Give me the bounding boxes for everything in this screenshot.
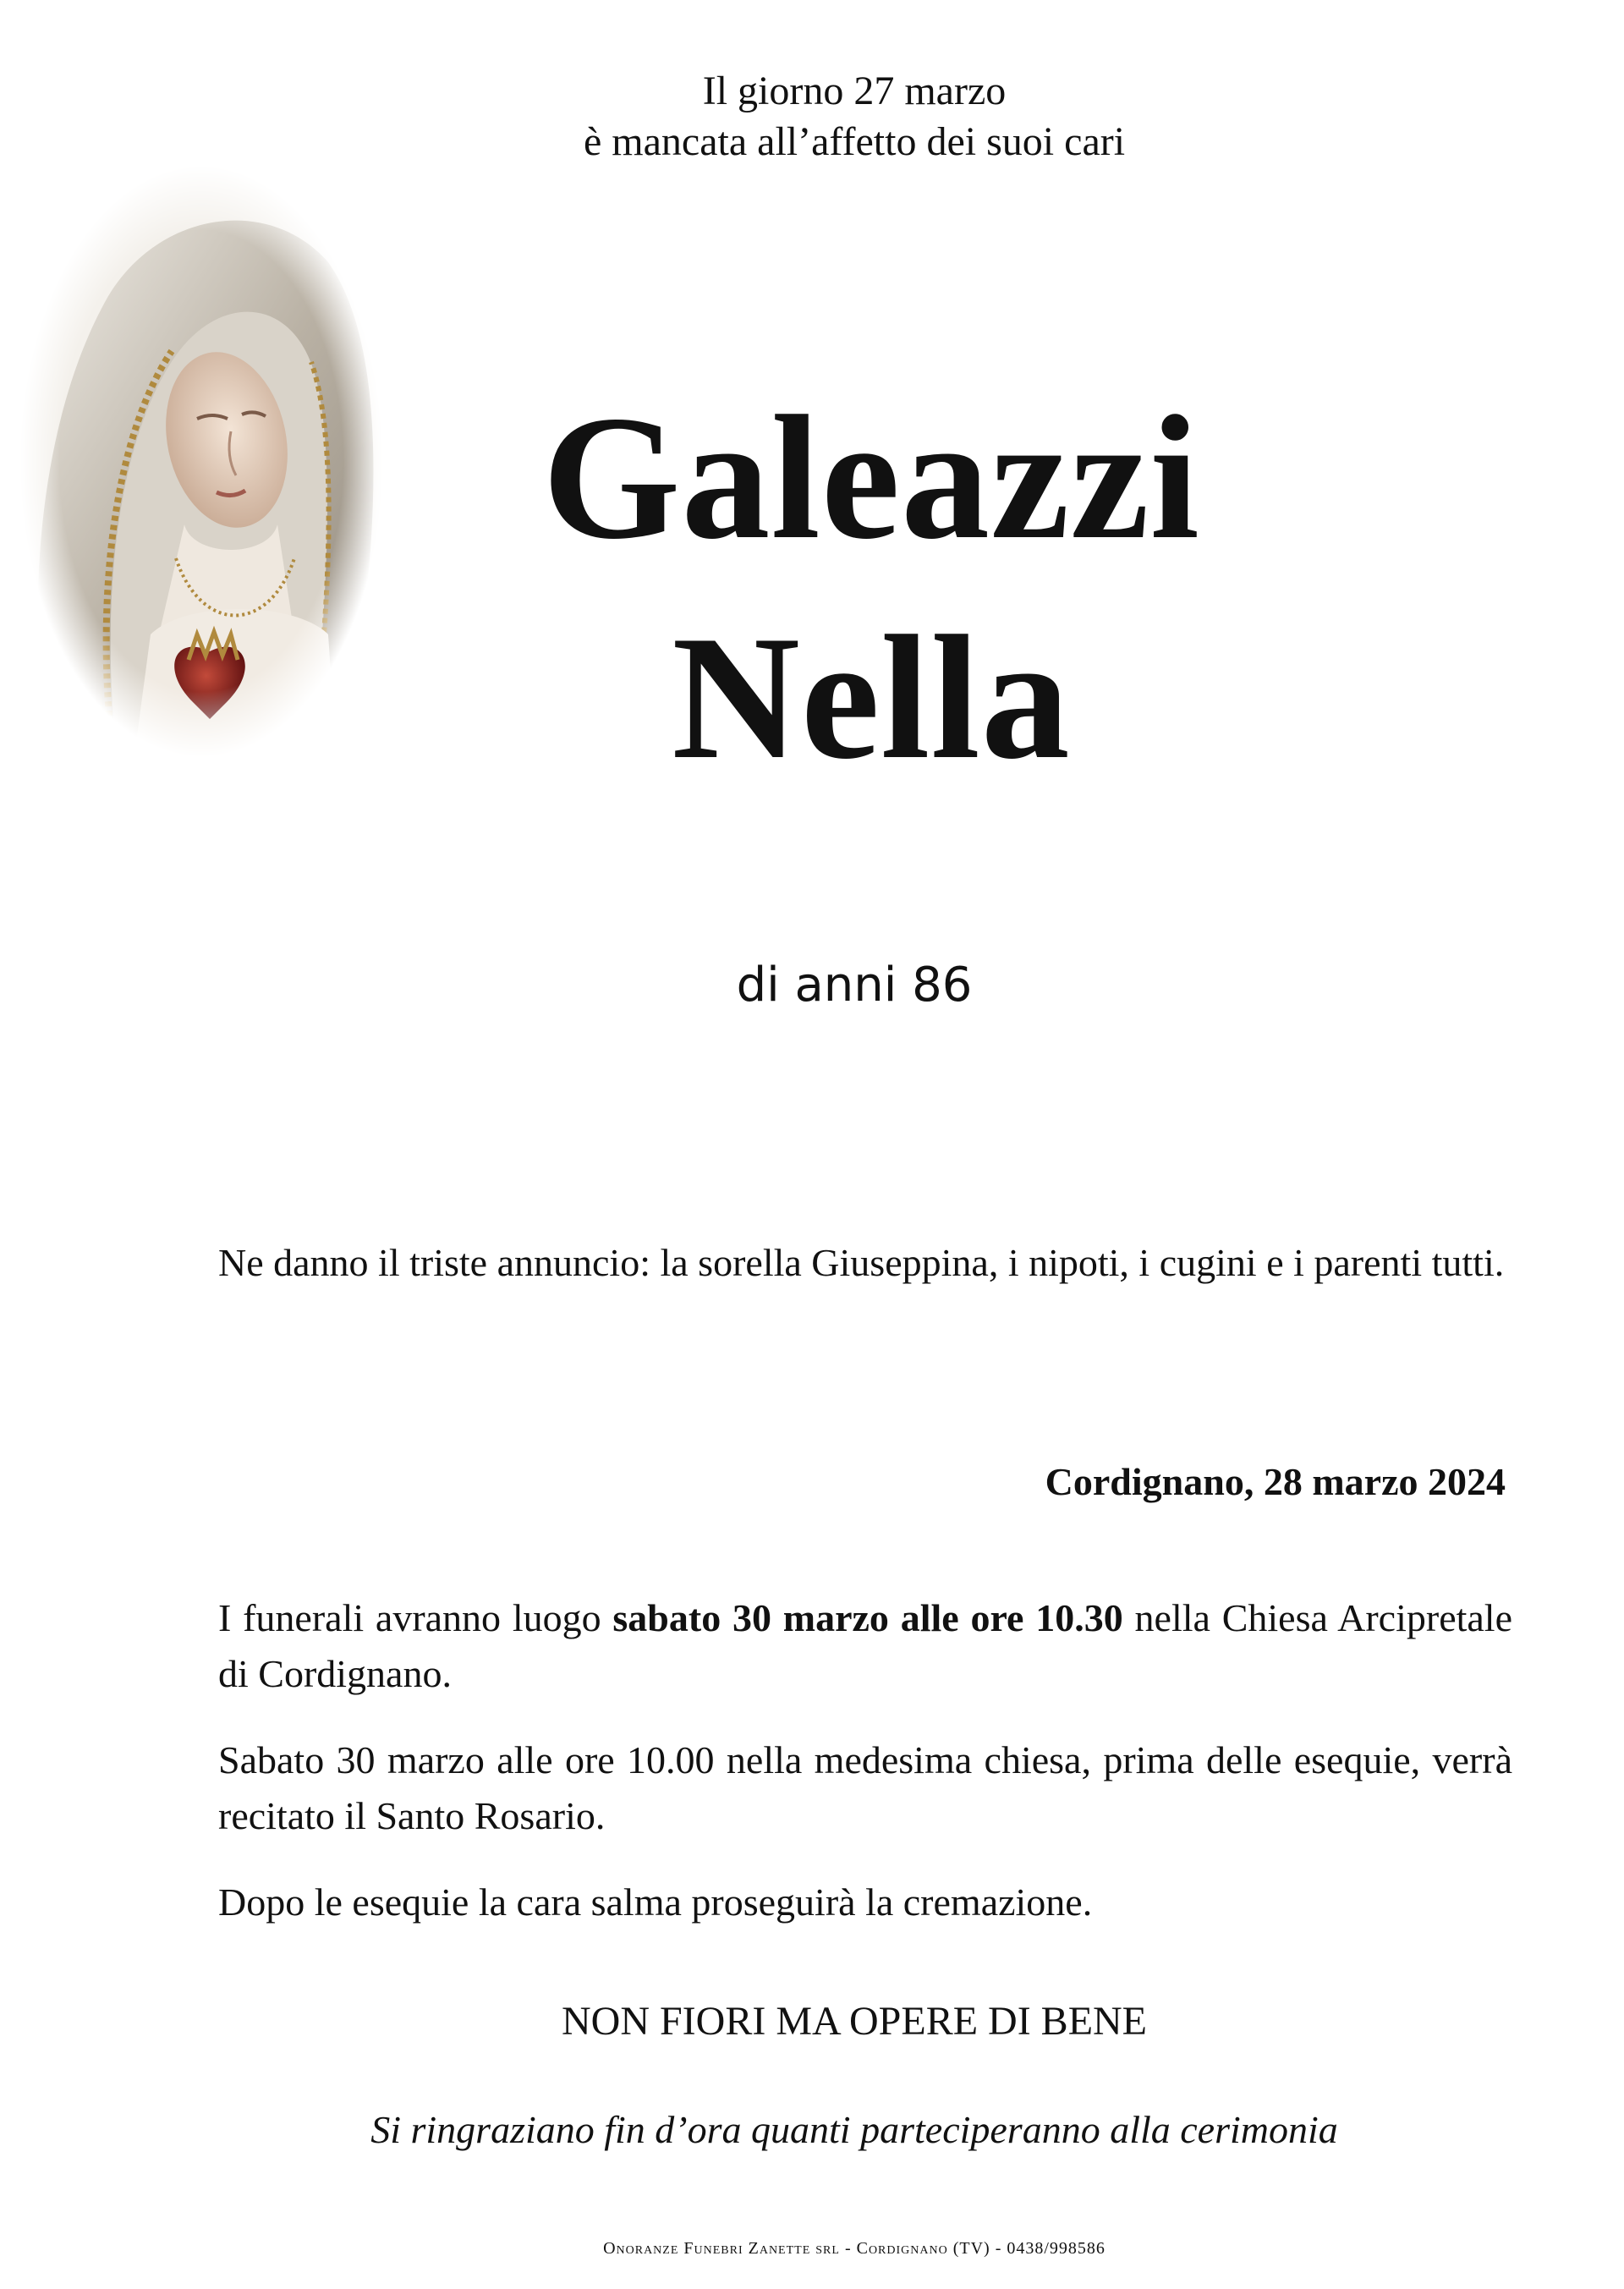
intro-line-date: Il giorno 27 marzo	[702, 69, 1007, 113]
funeral-prefix: I funerali avranno luogo	[218, 1596, 613, 1639]
cremation-paragraph: Dopo le esequie la cara salma proseguirà la cremazione.	[218, 1880, 1093, 1924]
funeral-datetime: sabato 30 marzo alle ore 10.30	[612, 1596, 1123, 1639]
thanks-line: Si ringraziano fin d’ora quanti parteciperanno alla cerimonia	[370, 2108, 1338, 2151]
no-flowers-notice: NON FIORI MA OPERE DI BENE	[561, 1999, 1147, 2044]
deceased-first-name: Nella	[672, 600, 1071, 796]
place-and-date: Cordignano, 28 marzo 2024	[1045, 1460, 1506, 1503]
funeral-home-footer: Onoranze Funebri Zanette srl - Cordignano (TV) - 0438/998586	[603, 2239, 1106, 2258]
announcement-paragraph: Ne danno il triste annuncio: la sorella Giuseppina, i nipoti, i cugini e i parenti tutti.	[218, 1241, 1505, 1284]
funeral-paragraph	[218, 1590, 1512, 1702]
rosary-paragraph: Sabato 30 marzo alle ore 10.00 nella medesima chiesa, prima delle esequie, verrà recitato il Santo Rosario.	[218, 1738, 1512, 1837]
deceased-surname: Galeazzi	[542, 380, 1200, 576]
madonna-portrait-image	[15, 161, 387, 761]
funeral-suffix: nella Chiesa Arcipretale di Cordignano.	[218, 1596, 1513, 1695]
intro-line-passed: è mancata all’affetto dei suoi cari	[583, 119, 1126, 164]
age-text: di anni 86	[736, 958, 973, 1013]
intro-text	[0, 66, 1624, 167]
